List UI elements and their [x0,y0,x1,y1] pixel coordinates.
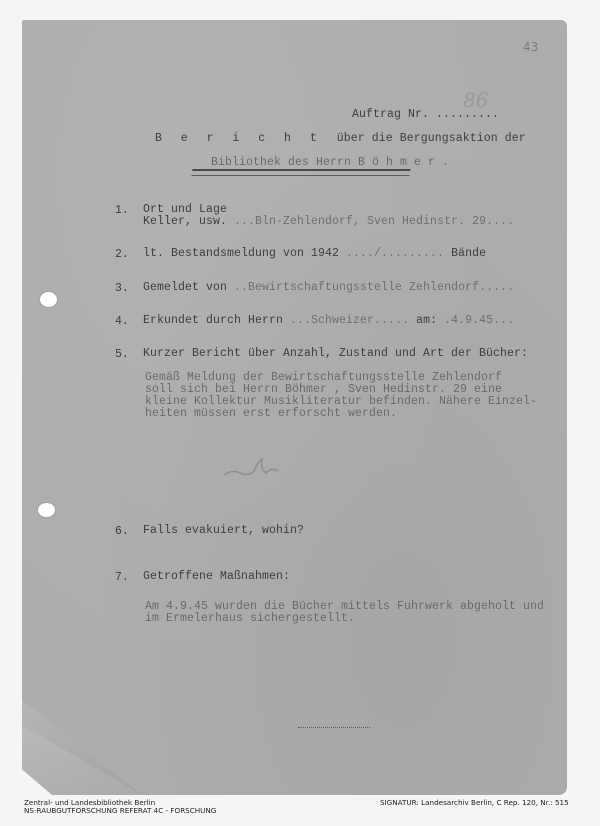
footer-department: NS-RAUBGUTFORSCHUNG REFERAT 4C - FORSCHUNG [24,806,217,816]
report-title: B e r i c h t über die Bergungsaktion der [155,132,526,145]
field-7-body-line: Am 4.9.45 wurden die Bücher mittels Fuhrwerk abgeholt und [145,600,545,613]
footer-institution [24,799,216,815]
order-number-handwritten: 86 [463,88,489,112]
library-title: Bibliothek des Herrn B ö h m e r . [211,156,450,169]
field-4-value: ...Schweizer..... [290,314,410,327]
field-4-label: Erkundet durch Herrn ...Schweizer..... am: .4.9.45... [143,314,515,327]
field-7-number: 7. [115,571,129,584]
field-1-label: Ort und Lage [143,203,228,216]
signature-scribble [222,455,282,485]
field-2-label: lt. Bestandsmeldung von 1942 ..../......... Bände [143,247,487,260]
field-5-body-line: Gemäß Meldung der Bewirtschaftungsstelle Zehlendorf [145,371,503,384]
field-1-number: 1. [115,204,129,217]
field-5-body-line: soll sich bei Herrn Böhmer , Sven Hedinstr. 29 eine [145,383,503,396]
field-2-number: 2. [115,248,129,261]
punch-hole-top [40,292,57,307]
field-2-suffix: Bände [451,247,487,260]
field-7-body-line: im Ermelerhaus sichergestellt. [145,612,356,625]
footer-institution-name: Zentral- und Landesbibliothek Berlin [24,798,156,807]
title-underline [191,169,410,176]
order-dots: ......... [436,108,500,121]
signature-dotted-line [298,727,370,728]
page-number: 43 [523,40,539,54]
report-title-spaced: B e r i c h t [155,132,323,145]
punch-hole-bottom [38,503,55,517]
order-label: Auftrag Nr. ......... [352,108,500,121]
field-2-value: ..../......... [346,247,445,260]
field-5-label: Kurzer Bericht über Anzahl, Zustand und Art der Bücher: [143,347,529,360]
field-5-body-line: heiten müssen erst erforscht werden. [145,407,398,420]
field-3-number: 3. [115,282,129,295]
field-7-label: Getroffene Maßnahmen: [143,570,291,583]
footer-signature-reference: SIGNATUR: Landesarchiv Berlin, C Rep. 120, Nr.: 515 [380,798,569,807]
field-3-label: Gemeldet von ..Bewirtschaftungsstelle Zehlendorf..... [143,281,515,294]
field-5-number: 5. [115,348,129,361]
field-4-number: 4. [115,315,129,328]
field-1-sublabel: Keller, usw. ...Bln-Zehlendorf, Sven Hedinstr. 29.... [143,215,515,228]
field-4-date: .4.9.45... [444,314,515,327]
field-5-body-line: kleine Kollektur Musikliteratur befinden. Nähere Einzel- [145,395,538,408]
field-6-label: Falls evakuiert, wohin? [143,524,305,537]
field-1-value: ...Bln-Zehlendorf, Sven Hedinstr. 29.... [234,215,515,228]
field-3-value: ..Bewirtschaftungsstelle Zehlendorf..... [234,281,515,294]
field-6-number: 6. [115,525,129,538]
